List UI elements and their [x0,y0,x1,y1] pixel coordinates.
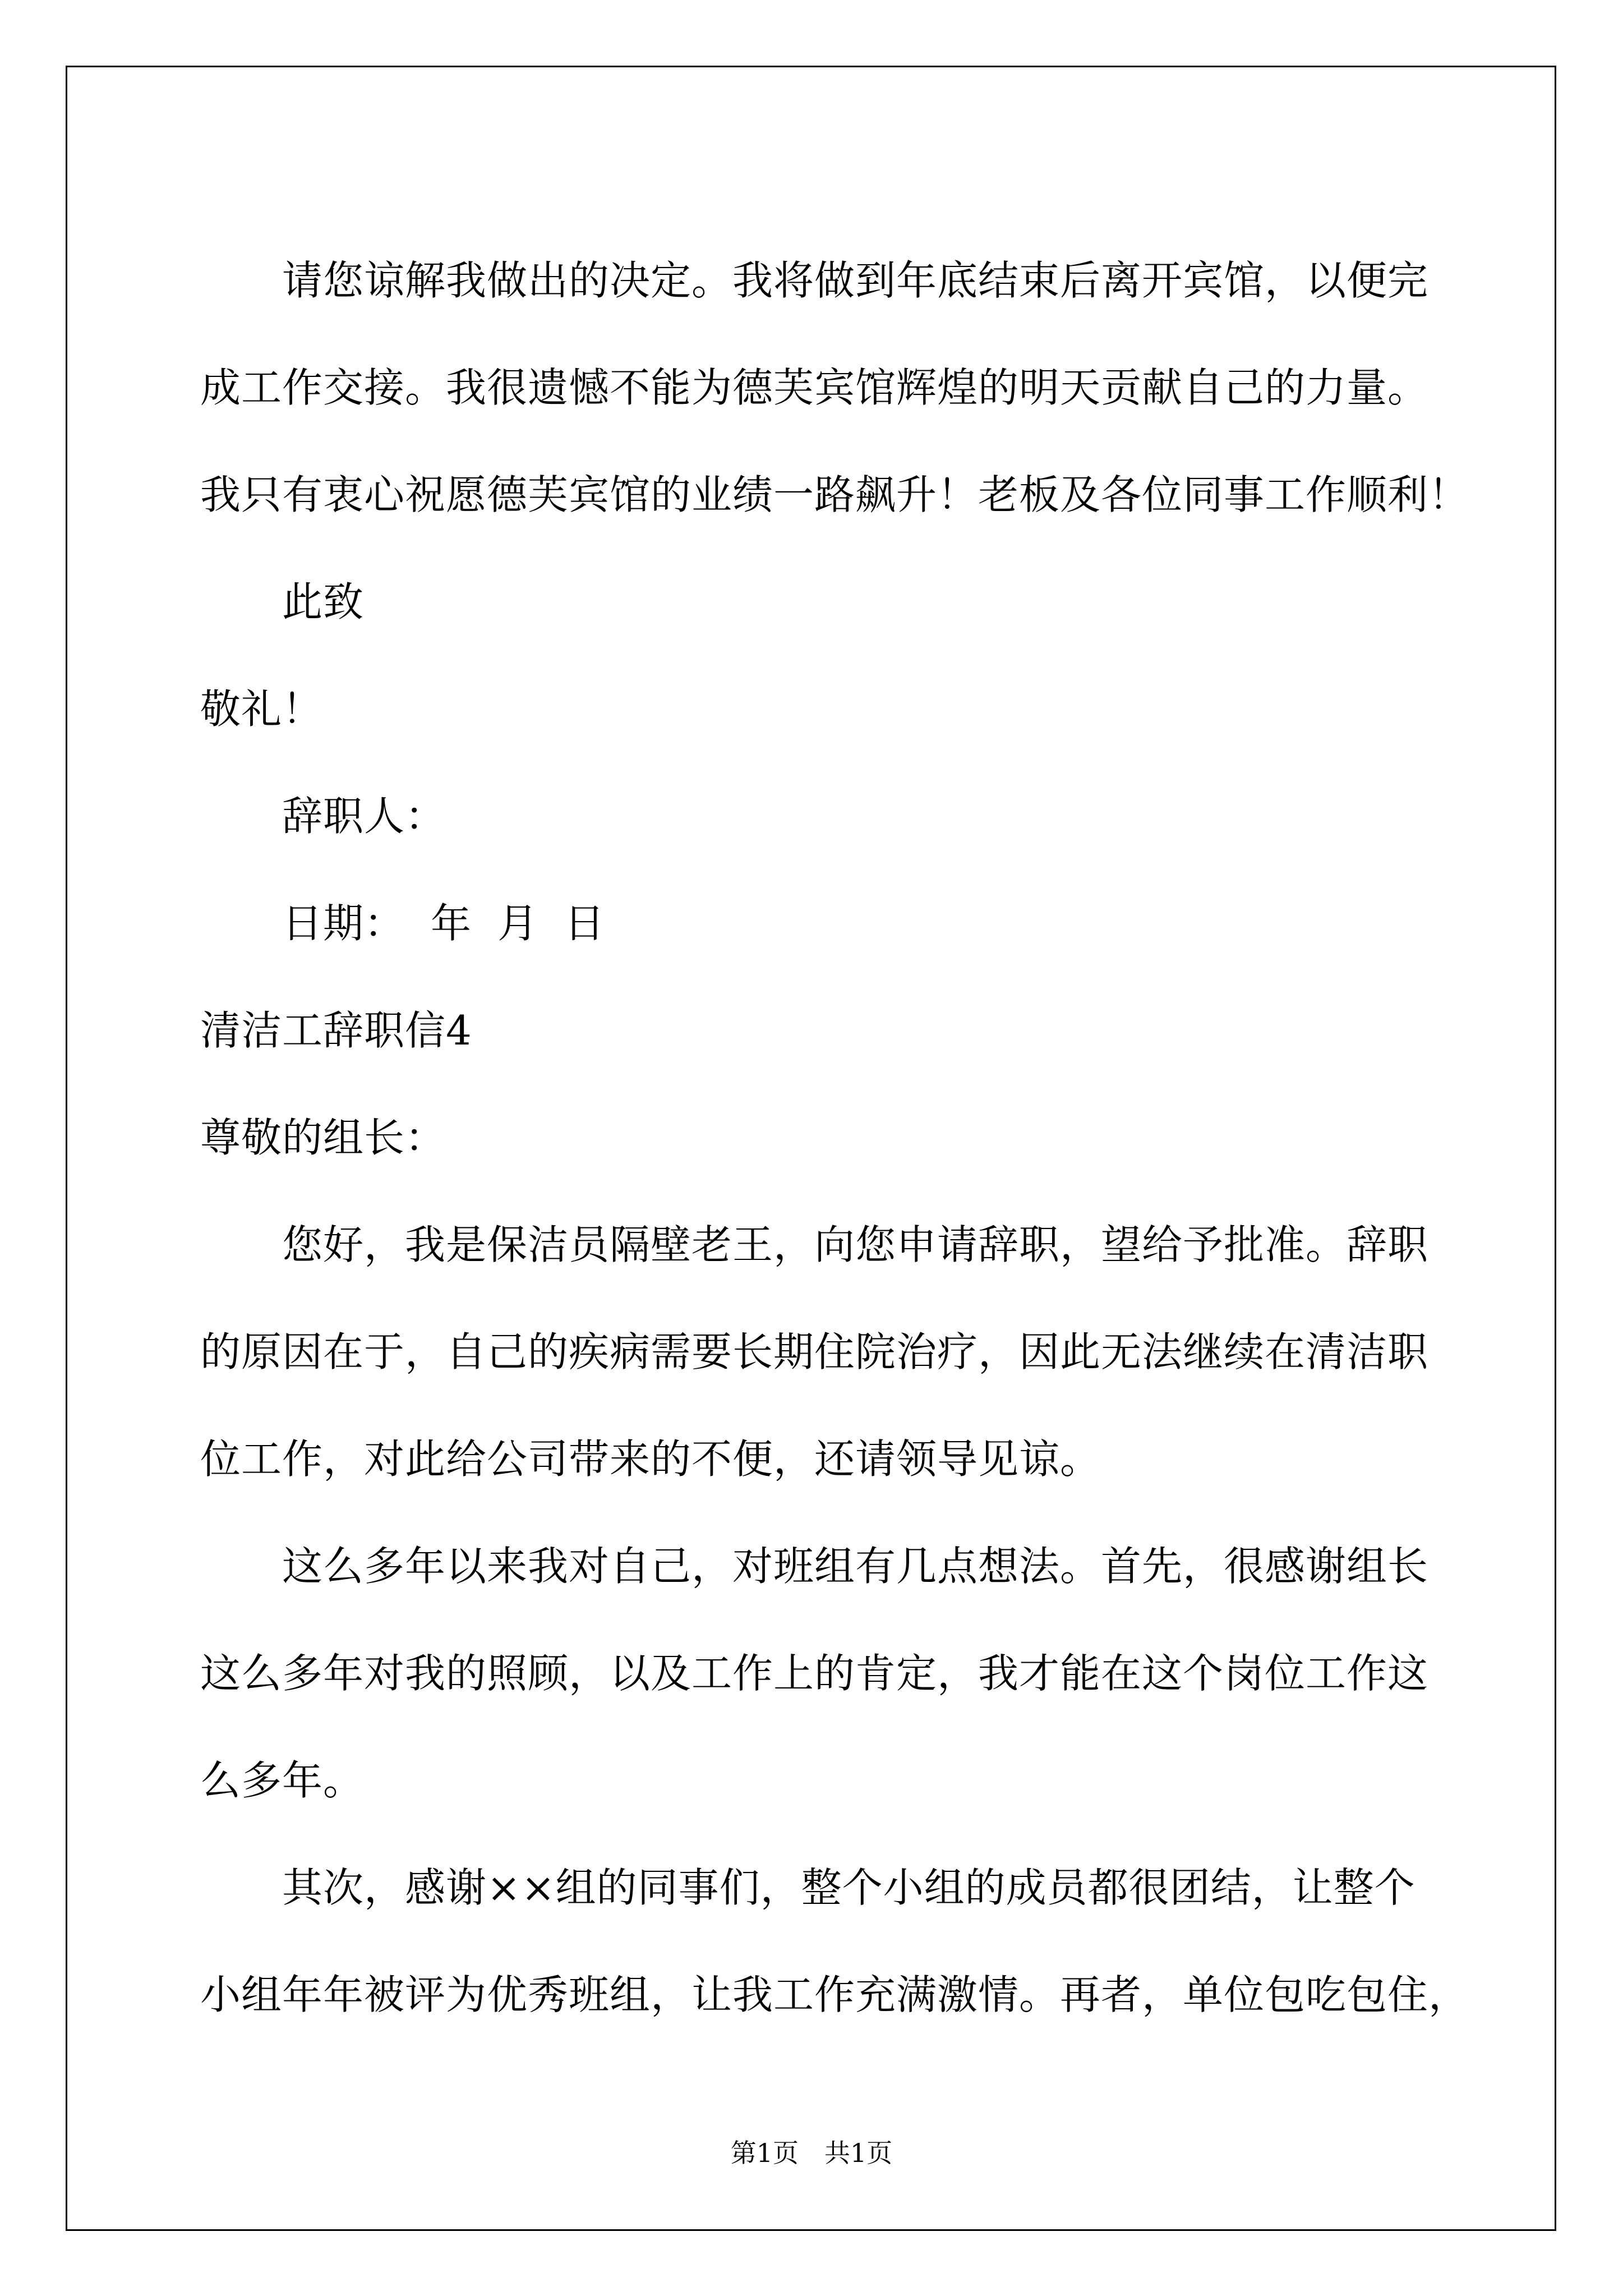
text-line: 我只有衷心祝愿德芙宾馆的业绩一路飙升！老板及各位同事工作顺利！ [200,471,1470,518]
text-line: 小组年年被评为优秀班组，让我工作充满激情。再者，单位包吃包住， [200,1971,1470,2018]
text-line: 位工作，对此给公司带来的不便，还请领导见谅。 [200,1435,1101,1483]
text-line: 这么多年以来我对自己，对班组有几点想法。首先，很感谢组长 [282,1543,1429,1590]
text-line: 的原因在于，自己的疾病需要长期住院治疗，因此无法继续在清洁职 [200,1328,1429,1375]
closing-phrase: 此致 [282,578,365,625]
text-line: 您好，我是保洁员隔壁老王，向您申请辞职，望给予批准。辞职 [282,1221,1429,1268]
text-line: 这么多年对我的照顾，以及工作上的肯定，我才能在这个岗位工作这 [200,1650,1429,1697]
document-body [200,227,1470,2049]
date-month: 月 [497,900,539,947]
closing-salute: 敬礼！ [200,685,324,733]
date-label: 日期： [282,900,405,947]
date-day: 日 [564,900,606,947]
date-line [200,870,1440,977]
signer-label: 辞职人： [282,793,446,840]
text-line: 其次，感谢××组的同事们，整个小组的成员都很团结，让整个 [282,1864,1415,1911]
salutation: 尊敬的组长： [200,1114,446,1161]
text-line: 成工作交接。我很遗憾不能为德芙宾馆辉煌的明天贡献自己的力量。 [200,364,1429,411]
date-year: 年 [431,900,472,947]
section-title: 清洁工辞职信4 [200,1007,472,1054]
text-line: 请您谅解我做出的决定。我将做到年底结束后离开宾馆，以便完 [282,257,1429,304]
page-number-footer: 第1页 共1页 [730,2138,893,2168]
text-line: 么多年。 [200,1757,365,1804]
